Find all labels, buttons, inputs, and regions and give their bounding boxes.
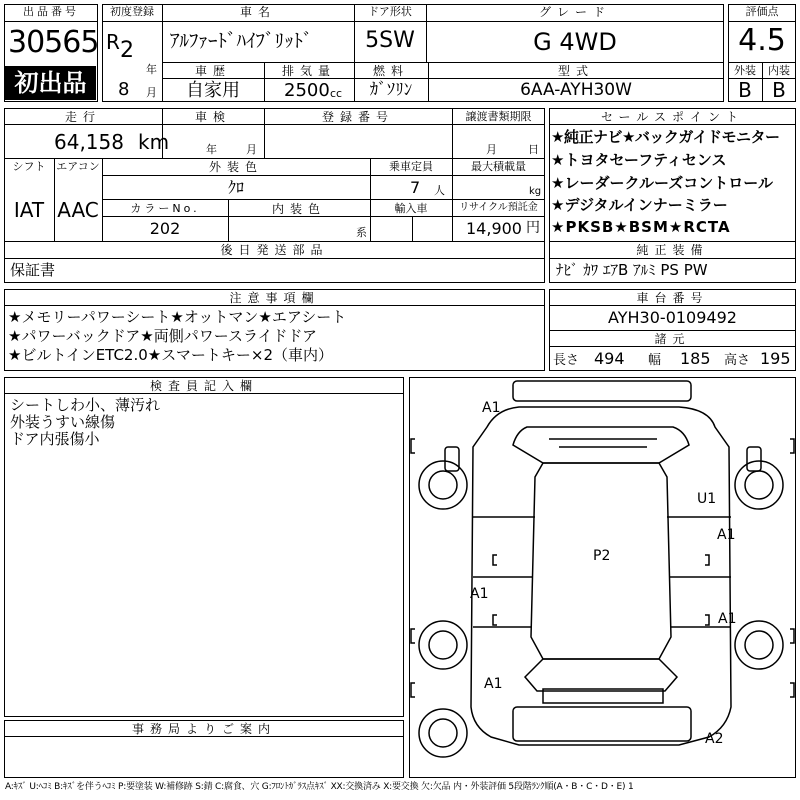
color-no-label: カラーNo. bbox=[130, 202, 200, 215]
height: 195 bbox=[760, 349, 791, 368]
registration-label: 登録番号 bbox=[321, 110, 394, 124]
sales-point-3: ★レーダークルーズコントロール bbox=[551, 174, 773, 192]
width-label: 幅 bbox=[648, 353, 662, 368]
score-label: 評価点 bbox=[745, 5, 779, 18]
displacement: 2500 bbox=[284, 80, 330, 101]
spare-wheel bbox=[419, 709, 467, 757]
width: 185 bbox=[680, 349, 711, 368]
year-unit: 年 bbox=[146, 63, 157, 76]
inspection-month-unit: 月 bbox=[246, 143, 257, 156]
recycle-unit: 円 bbox=[526, 220, 540, 236]
sales-point-2: ★トヨタセーフティセンス bbox=[551, 151, 727, 169]
note-line-1: ★メモリーパワーシート★オットマン★エアシート bbox=[8, 308, 347, 326]
door-type: 5SW bbox=[365, 28, 415, 53]
shift-label: シフト bbox=[12, 160, 46, 173]
rear-window bbox=[525, 659, 677, 691]
ac: AAC bbox=[57, 198, 99, 222]
recycle-fee: 14,900 bbox=[466, 219, 522, 238]
interior-color-label: 内装色 bbox=[271, 202, 326, 216]
lot-number-label: 出品番号 bbox=[23, 5, 79, 18]
shift: IAT bbox=[13, 198, 45, 222]
inspector-line-2: 外装うすい線傷 bbox=[10, 413, 116, 431]
inspection-year-unit: 年 bbox=[206, 143, 217, 156]
inspector-label: 検査員記入欄 bbox=[149, 379, 258, 393]
sales-point-5: ★PKSB★BSM★RCTA bbox=[551, 218, 731, 236]
left-mirror bbox=[445, 447, 459, 471]
grade: G 4WD bbox=[533, 28, 617, 56]
capacity-unit: 人 bbox=[434, 184, 445, 197]
notes-label: 注意事項欄 bbox=[229, 291, 320, 305]
grade-label: グレード bbox=[538, 5, 611, 19]
month-unit: 月 bbox=[146, 86, 157, 99]
height-label: 高さ bbox=[724, 353, 751, 368]
mark-p2: P2 bbox=[593, 548, 611, 564]
door-label: ドア形状 bbox=[368, 5, 412, 18]
score: 4.5 bbox=[738, 23, 786, 58]
first-reg-label: 初度登録 bbox=[110, 5, 154, 18]
max-load-unit: kg bbox=[529, 186, 542, 197]
car-name: ｱﾙﾌｧｰﾄﾞﾊｲﾌﾞﾘｯﾄﾞ bbox=[170, 30, 313, 52]
history-label: 車歴 bbox=[194, 64, 231, 78]
history: 自家用 bbox=[186, 80, 240, 101]
sales-points-label: セールスポイント bbox=[601, 110, 744, 124]
inspector-line-3: ドア内張傷小 bbox=[10, 430, 100, 448]
model-label: 型式 bbox=[557, 64, 594, 78]
reg-month: 8 bbox=[118, 79, 130, 100]
mark-a1-right-front: A1 bbox=[717, 527, 736, 543]
color-no: 202 bbox=[149, 219, 181, 238]
rear-bumper bbox=[513, 707, 691, 741]
recycle-label: リサイクル預託金 bbox=[459, 202, 538, 213]
max-load-label: 最大積載量 bbox=[471, 160, 526, 173]
wheel-front-left bbox=[419, 461, 467, 509]
interior-grade-label: 内装 bbox=[768, 64, 790, 77]
fuel: ｶﾞｿﾘﾝ bbox=[369, 80, 413, 100]
right-mirror bbox=[747, 447, 761, 471]
dims-label: 諸元 bbox=[654, 332, 691, 346]
sales-point-1: ★純正ナビ★バックガイドモニター bbox=[551, 128, 780, 146]
wheel-front-right bbox=[735, 461, 783, 509]
note-line-2: ★パワーバックドア★両側パワースライドドア bbox=[8, 327, 318, 345]
ac-label: エアコン bbox=[56, 160, 100, 173]
capacity-label: 乗車定員 bbox=[389, 160, 433, 173]
mark-a2: A2 bbox=[705, 731, 724, 747]
import-label: 輸入車 bbox=[394, 202, 428, 215]
exterior-color: ｸﾛ bbox=[227, 178, 244, 197]
exterior-color-label: 外装色 bbox=[208, 160, 263, 174]
note-line-3: ★ビルトインETC2.0★スマートキー×2（車内） bbox=[8, 346, 334, 364]
exterior-grade-label: 外装 bbox=[734, 64, 756, 77]
legend: A:ｷｽﾞ U:ﾍｺﾐ B:ｷｽﾞを伴うﾍｺﾐ P:要塗装 W:補修跡 S:錆 C:腐食、穴 G:ﾌﾛﾝﾄｶﾞﾗｽ点ｷｽﾞ XX:交換済み X:要交換 欠:欠品 内・外装評価 5段階ﾗﾝｸ順(A・B・C・D・E) 1 bbox=[5, 782, 634, 792]
inspector-line-1: シートしわ小、薄汚れ bbox=[10, 396, 161, 414]
mark-u1: U1 bbox=[697, 491, 717, 507]
reg-year: 2 bbox=[120, 38, 134, 63]
mark-a1-left-rear: A1 bbox=[484, 676, 503, 692]
equipment-label: 純正装備 bbox=[636, 243, 709, 257]
wheel-rear-left bbox=[419, 621, 467, 669]
first-listing-badge: 初出品 bbox=[5, 66, 96, 100]
mileage-label: 走行 bbox=[64, 110, 101, 124]
hood-grille bbox=[549, 439, 657, 447]
transfer-month-unit: 月 bbox=[486, 143, 497, 156]
mark-a1-front: A1 bbox=[482, 400, 501, 416]
chassis-label: 車台番号 bbox=[636, 291, 709, 305]
transfer-day-unit: 日 bbox=[528, 143, 539, 156]
length-label: 長さ bbox=[553, 353, 580, 368]
front-bumper bbox=[513, 381, 691, 401]
car-diagram bbox=[409, 377, 796, 778]
wheel-rear-right bbox=[735, 621, 783, 669]
displacement-unit: cc bbox=[330, 87, 343, 100]
car-body-outline bbox=[471, 407, 731, 745]
mileage: 64,158 bbox=[54, 130, 124, 154]
transfer-label: 譲渡書類期限 bbox=[465, 110, 532, 123]
interior-grade: B bbox=[772, 78, 786, 102]
capacity: 7 bbox=[410, 178, 421, 197]
equipment: ﾅﾋﾞ ｶﾜ ｴｱB ｱﾙﾐ PS PW bbox=[556, 261, 708, 279]
length: 494 bbox=[594, 349, 625, 368]
sales-point-4: ★デジタルインナーミラー bbox=[551, 196, 728, 214]
office-label: 事務局よりご案内 bbox=[131, 722, 276, 736]
fuel-label: 燃料 bbox=[372, 64, 409, 78]
exterior-grade: B bbox=[738, 78, 752, 102]
mileage-unit: km bbox=[138, 130, 170, 154]
docs: 保証書 bbox=[10, 261, 56, 279]
interior-color-unit: 系 bbox=[356, 226, 367, 239]
car-name-label: 車名 bbox=[239, 5, 276, 19]
lot-number: 30565 bbox=[8, 25, 99, 60]
inspection-label: 車検 bbox=[194, 110, 231, 124]
era: R bbox=[106, 30, 120, 54]
windshield bbox=[513, 427, 689, 463]
model: 6AA-AYH30W bbox=[520, 80, 632, 100]
mark-a1-left: A1 bbox=[470, 586, 489, 602]
docs-label: 後日発送部品 bbox=[220, 243, 329, 257]
chassis-number: AYH30-0109492 bbox=[608, 308, 737, 327]
displacement-label: 排気量 bbox=[281, 64, 336, 78]
mark-a1-right-rear: A1 bbox=[718, 611, 737, 627]
